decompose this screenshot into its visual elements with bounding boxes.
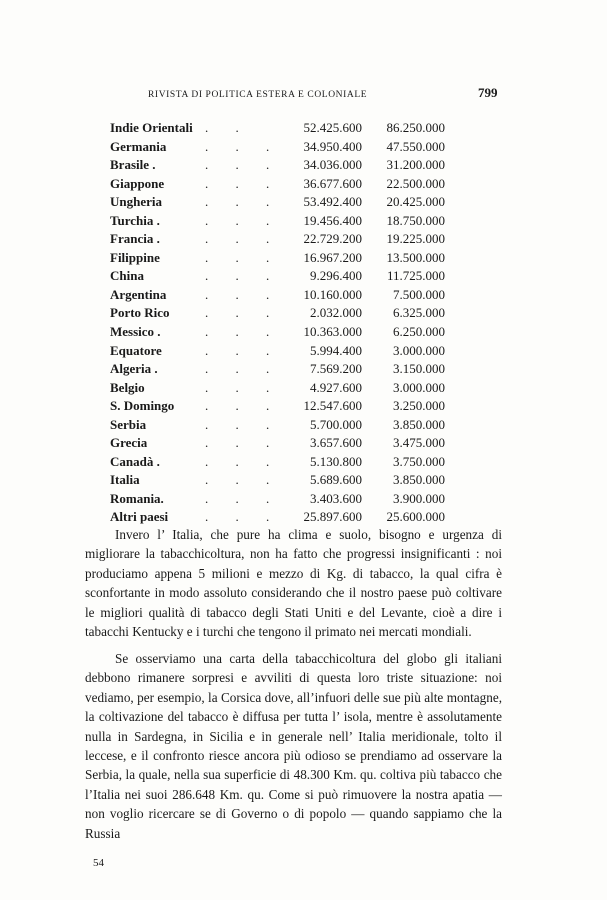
value-column-2: 7.500.000 — [393, 286, 445, 302]
country-name: Giappone — [110, 175, 165, 191]
value-column-2: 22.500.000 — [386, 175, 445, 191]
value-column-1: 2.032.000 — [310, 305, 362, 321]
leader-dots: . . . — [205, 509, 282, 525]
leader-dots: . . — [205, 120, 251, 135]
paragraph-1: Invero l’ Italia, che pure ha clima e suolo, bisogno e urgenza di migliorare la tabacchicoltura, non ha fatto che progressi insignificanti : noi produciamo appena 5 milioni e mezzo di Kg. di tabacco, la qual cifra è sconfortante in modo assoluto considerando che il nostro paese può coltivare le migliori qualità di tabacco degli Stati Uniti e del Levante, cioè a dire i tabacchi Kentucky e i turchi che tengono il primato nei mercati mondiali. — [85, 527, 502, 640]
value-column-1: 34.950.400 — [303, 138, 362, 154]
table-row — [110, 380, 470, 399]
value-column-1: 34.036.000 — [303, 157, 362, 173]
signature-mark: 54 — [93, 857, 104, 869]
value-column-1: 5.130.800 — [310, 453, 362, 469]
country-name: Francia . — [110, 231, 160, 247]
value-column-1: 36.677.600 — [303, 175, 362, 191]
country-name: Brasile . — [110, 157, 156, 173]
leader-dots: . . . — [205, 138, 282, 154]
country-name: Germania — [110, 138, 167, 154]
value-column-1: 53.492.400 — [303, 194, 362, 210]
table-row — [110, 417, 470, 436]
country-name: Belgio — [110, 379, 145, 395]
table-row — [110, 305, 470, 324]
value-column-1: 3.657.600 — [310, 435, 362, 451]
table-row — [110, 287, 470, 306]
value-column-1: 4.927.600 — [310, 379, 362, 395]
table-row — [110, 176, 470, 195]
leader-dots: . . . — [205, 361, 282, 377]
value-column-2: 3.475.000 — [393, 435, 445, 451]
table-row — [110, 435, 470, 454]
value-column-1: 5.994.400 — [310, 342, 362, 358]
table-row — [110, 120, 470, 139]
country-name: China — [110, 268, 144, 284]
table-row — [110, 324, 470, 343]
country-name: Equatore — [110, 342, 162, 358]
value-column-2: 20.425.000 — [386, 194, 445, 210]
country-name: Argentina — [110, 286, 167, 302]
leader-dots: . . . — [205, 305, 282, 321]
paragraph-2-block — [85, 649, 502, 843]
leader-dots: . . . — [205, 342, 282, 358]
value-column-1: 10.363.000 — [303, 324, 362, 340]
country-name: Messico . — [110, 324, 161, 340]
country-name: Ungheria — [110, 194, 162, 210]
value-column-2: 47.550.000 — [386, 138, 445, 154]
country-name: Filippine — [110, 249, 160, 265]
value-column-1: 3.403.600 — [310, 490, 362, 506]
value-column-1: 16.967.200 — [303, 249, 362, 265]
leader-dots: . . . — [205, 194, 282, 210]
table-row — [110, 157, 470, 176]
leader-dots: . . . — [205, 268, 282, 284]
value-column-2: 6.250.000 — [393, 324, 445, 340]
value-column-1: 5.700.000 — [310, 416, 362, 432]
value-column-1: 10.160.000 — [303, 286, 362, 302]
table-row — [110, 231, 470, 250]
table-row — [110, 139, 470, 158]
paragraph-1-block — [85, 525, 502, 641]
country-name: Altri paesi — [110, 509, 169, 525]
value-column-1: 7.569.200 — [310, 361, 362, 377]
paragraph-2: Se osserviamo una carta della tabacchicoltura del globo gli italiani debbono rimanere sorpresi e avviliti di questa loro triste situazione: noi vediamo, per esempio, la Corsica dove, all’infuori delle sue più alte montagne, la coltivazione del tabacco è diffusa per tutta l’ isola, mentre è assolutamente nulla in Sardegna, in Sicilia e in generale nell’ Italia meridionale, tolto il leccese, e il confronto riesce ancora più odioso se prendiamo ad osservare la Serbia, la quale, nella sua superficie di 48.300 Km. qu. coltiva più tabacco che l’Italia nei suoi 286.648 Km. qu. Come si può rimuovere la nostra apatia — non voglio ricercare se di Governo o di popolo — quando sappiamo che la Russia — [85, 651, 502, 841]
table-row — [110, 250, 470, 269]
value-column-2: 3.000.000 — [393, 342, 445, 358]
leader-dots: . . . — [205, 472, 282, 488]
value-column-1: 9.296.400 — [310, 268, 362, 284]
country-name: Serbia — [110, 416, 147, 432]
leader-dots: . . . — [205, 324, 282, 340]
value-column-1: 22.729.200 — [303, 231, 362, 247]
value-column-2: 3.850.000 — [393, 472, 445, 488]
value-column-2: 3.850.000 — [393, 416, 445, 432]
country-name: Algeria . — [110, 361, 158, 377]
table-row — [110, 361, 470, 380]
table-row — [110, 213, 470, 232]
value-column-2: 3.750.000 — [393, 453, 445, 469]
value-column-1: 5.689.600 — [310, 472, 362, 488]
value-column-1: 25.897.600 — [303, 509, 362, 525]
value-column-2: 25.600.000 — [386, 509, 445, 525]
country-name: Turchia . — [110, 212, 160, 228]
country-name: Indie Orientali — [110, 120, 193, 135]
value-column-2: 86.250.000 — [386, 120, 445, 135]
table-row — [110, 491, 470, 510]
value-column-2: 31.200.000 — [386, 157, 445, 173]
value-column-2: 3.900.000 — [393, 490, 445, 506]
country-name: Canadà . — [110, 453, 160, 469]
value-column-2: 3.000.000 — [393, 379, 445, 395]
table-row — [110, 343, 470, 362]
leader-dots: . . . — [205, 435, 282, 451]
leader-dots: . . . — [205, 231, 282, 247]
leader-dots: . . . — [205, 249, 282, 265]
leader-dots: . . . — [205, 175, 282, 191]
value-column-2: 18.750.000 — [386, 212, 445, 228]
table-row — [110, 194, 470, 213]
value-column-1: 12.547.600 — [303, 398, 362, 414]
leader-dots: . . . — [205, 398, 282, 414]
country-name: Porto Rico — [110, 305, 170, 321]
leader-dots: . . . — [205, 379, 282, 395]
leader-dots: . . . — [205, 490, 282, 506]
leader-dots: . . . — [205, 416, 282, 432]
page-number: 799 — [478, 85, 498, 100]
value-column-1: 19.456.400 — [303, 212, 362, 228]
value-column-2: 19.225.000 — [386, 231, 445, 247]
leader-dots: . . . — [205, 157, 282, 173]
table-row — [110, 268, 470, 287]
table-row — [110, 398, 470, 417]
value-column-2: 11.725.000 — [386, 268, 445, 284]
country-name: Romania. — [110, 490, 164, 506]
value-column-2: 3.250.000 — [393, 398, 445, 414]
table-row — [110, 454, 470, 473]
tobacco-production-table — [110, 120, 470, 528]
value-column-2: 13.500.000 — [386, 249, 445, 265]
leader-dots: . . . — [205, 286, 282, 302]
value-column-1: 52.425.600 — [303, 120, 362, 135]
country-name: S. Domingo — [110, 398, 175, 414]
value-column-2: 3.150.000 — [393, 361, 445, 377]
country-name: Italia — [110, 472, 140, 488]
country-name: Grecia — [110, 435, 148, 451]
running-title: RIVISTA DI POLITICA ESTERA E COLONIALE — [148, 90, 368, 100]
leader-dots: . . . — [205, 212, 282, 228]
value-column-2: 6.325.000 — [393, 305, 445, 321]
leader-dots: . . . — [205, 453, 282, 469]
table-row — [110, 472, 470, 491]
